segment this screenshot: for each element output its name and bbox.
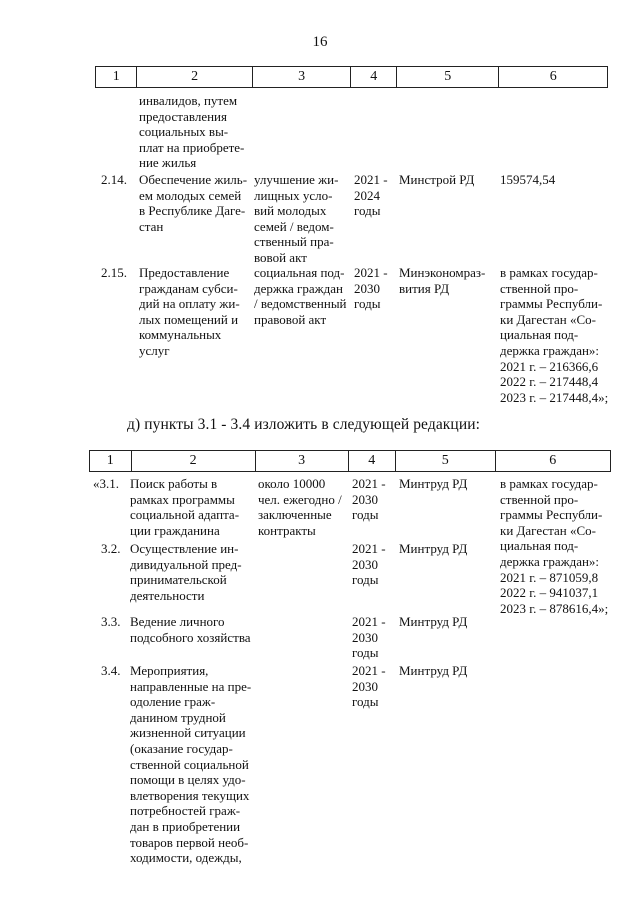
row-2-15-result: социальная под- держка граждан / ведомственный правовой акт [254, 265, 347, 327]
header-col-2: 2 [137, 67, 252, 88]
row-3-3-number: 3.3. [101, 614, 121, 629]
row-3-3-executor: Минтруд РД [399, 614, 468, 629]
row-2-14-years: 2021 - 2024 годы [354, 172, 388, 219]
header-col-5: 5 [396, 67, 499, 88]
row-3-4-executor: Минтруд РД [399, 663, 468, 678]
row-3-2-desc: Осуществление ин- дивидуальной пред- принимательской деятельности [130, 541, 242, 603]
row-2-14-number: 2.14. [101, 172, 127, 187]
row-3-2-number: 3.2. [101, 541, 121, 556]
row-3-1-desc: Поиск работы в рамках программы социальной адапта- ции гражданина [130, 476, 240, 538]
row-2-15-years: 2021 - 2030 годы [354, 265, 388, 312]
table1-continuation-desc: инвалидов, путем предоставления социальных вы- плат на приобрете- ние жилья [139, 93, 245, 171]
header-col-3: 3 [252, 67, 351, 88]
row-2-15-funding: в рамках государ- ственной про- граммы Республи- ки Дагестан «Со- циальная под- держка граждан»: 2021 г. – 216366,6 2022 г. – 217448,4 2023 г. – 217448,4»; [500, 265, 609, 405]
header2-col-1: 1 [90, 451, 132, 472]
row-2-14-executor: Минстрой РД [399, 172, 475, 187]
header-col-4: 4 [351, 67, 396, 88]
header2-col-5: 5 [395, 451, 495, 472]
row-2-14-desc: Обеспечение жиль- ем молодых семей в Республике Даге- стан [139, 172, 248, 234]
row-3-4-desc: Мероприятия, направленные на пре- одоление граж- данином трудной жизненной ситуации (оказание государ- ственной социальной помощи в целях удо- влетворения текущих потребностей граж- дан в приобретении товаров первой необ- ходимости, одежды, [130, 663, 252, 866]
row-3-2-executor: Минтруд РД [399, 541, 468, 556]
row-2-14-result: улучшение жи- лищных усло- вий молодых семей / ведом- ственный пра- вовой акт [254, 172, 339, 265]
row-3-1-number: «3.1. [93, 476, 119, 491]
table2-funding: в рамках государ- ственной про- граммы Республи- ки Дагестан «Со- циальная под- держка граждан»: 2021 г. – 871059,8 2022 г. – 941037,1 2023 г. – 878616,4»; [500, 476, 609, 616]
row-2-15-executor: Минэкономраз- вития РД [399, 265, 486, 296]
row-2-15-number: 2.15. [101, 265, 127, 280]
row-3-4-number: 3.4. [101, 663, 121, 678]
page-number: 16 [312, 34, 328, 50]
row-3-4-years: 2021 - 2030 годы [352, 663, 386, 710]
table2-header [89, 450, 611, 472]
row-3-3-desc: Ведение личного подсобного хозяйства [130, 614, 251, 645]
header2-col-4: 4 [348, 451, 395, 472]
row-3-3-years: 2021 - 2030 годы [352, 614, 386, 661]
header2-col-3: 3 [255, 451, 348, 472]
amendment-intro-text: д) пункты 3.1 - 3.4 изложить в следующей редакции: [127, 416, 481, 433]
header2-col-2: 2 [131, 451, 255, 472]
row-3-2-years: 2021 - 2030 годы [352, 541, 386, 588]
row-2-14-funding: 159574,54 [500, 172, 556, 187]
header-col-1: 1 [96, 67, 137, 88]
header2-col-6: 6 [495, 451, 610, 472]
header-col-6: 6 [499, 67, 608, 88]
row-3-1-result: около 10000 чел. ежегодно / заключенные контракты [258, 476, 342, 538]
row-3-1-executor: Минтруд РД [399, 476, 468, 491]
row-3-1-years: 2021 - 2030 годы [352, 476, 386, 523]
table1-header [95, 66, 608, 88]
row-2-15-desc: Предоставление гражданам субси- дий на оплату жи- лых помещений и коммунальных услуг [139, 265, 240, 358]
